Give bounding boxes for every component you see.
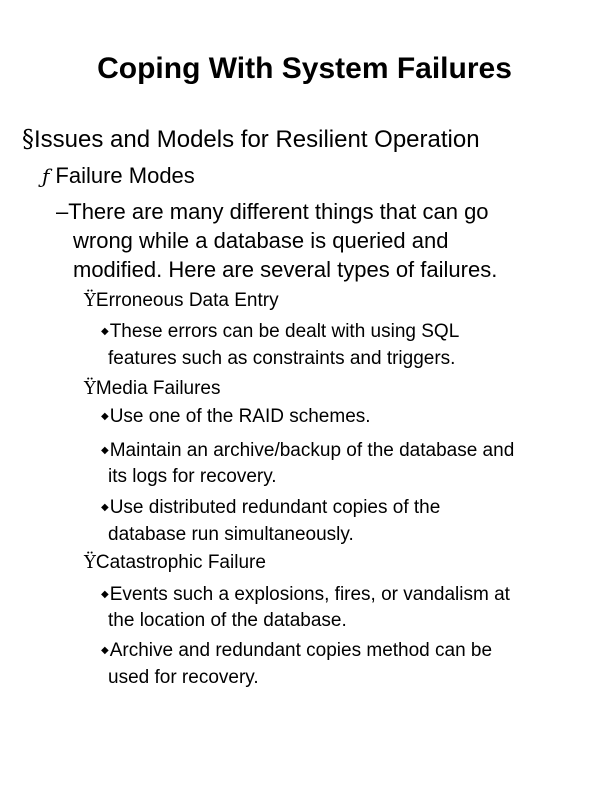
level3-line-2: wrong while a database is queried and <box>73 228 449 253</box>
list-item <box>101 581 510 609</box>
list-item-line: Use distributed redundant copies of the <box>109 497 441 518</box>
list-item-line: Maintain an archive/backup of the database and <box>109 440 515 461</box>
y-bullet-icon: Ÿ <box>84 378 96 399</box>
list-item-line: used for recovery. <box>108 667 259 688</box>
list-item <box>101 437 514 465</box>
dash-bullet-icon: – <box>56 199 69 224</box>
level1-bullet-point <box>22 124 480 155</box>
list-item-line: features such as constraints and triggers. <box>108 348 456 369</box>
slide-title: Coping With System Failures <box>97 52 512 85</box>
level2-text: Failure Modes <box>55 163 195 188</box>
list-item-line: Archive and redundant copies method can be <box>109 640 493 661</box>
list-item-line: Events such a explosions, fires, or vandalism at <box>109 584 510 605</box>
list-item-line: database run simultaneously. <box>108 524 354 545</box>
list-item <box>101 318 459 346</box>
list-item-line: These errors can be dealt with using SQL <box>109 321 460 342</box>
level2-bullet-point <box>42 162 195 190</box>
diamond-bullet-icon: ◆ <box>101 411 109 422</box>
section-bullet-icon: § <box>22 125 34 153</box>
group-heading-erroneous-data-entry <box>84 289 279 313</box>
level3-line-1: There are many different things that can go <box>68 199 489 224</box>
level3-bullet-point <box>56 197 489 227</box>
list-item <box>101 637 492 665</box>
group-heading-text: Erroneous Data Entry <box>95 290 279 311</box>
list-item <box>101 403 371 431</box>
level1-text: Issues and Models for Resilient Operation <box>34 126 480 153</box>
list-item-line: Use one of the RAID schemes. <box>109 406 371 427</box>
y-bullet-icon: Ÿ <box>84 552 96 573</box>
group-heading-text: Media Failures <box>95 378 221 399</box>
list-item-line: its logs for recovery. <box>108 466 277 487</box>
diamond-bullet-icon: ◆ <box>101 645 109 656</box>
diamond-bullet-icon: ◆ <box>101 502 109 513</box>
diamond-bullet-icon: ◆ <box>101 445 109 456</box>
group-heading-media-failures <box>84 377 221 401</box>
florin-bullet-icon: ƒ <box>42 164 50 188</box>
list-item <box>101 494 440 522</box>
list-item-line: the location of the database. <box>108 610 347 631</box>
group-heading-catastrophic-failure <box>84 551 266 575</box>
y-bullet-icon: Ÿ <box>84 290 96 311</box>
level3-line-3: modified. Here are several types of failures. <box>73 257 498 282</box>
diamond-bullet-icon: ◆ <box>101 589 109 600</box>
diamond-bullet-icon: ◆ <box>101 326 109 337</box>
group-heading-text: Catastrophic Failure <box>95 552 266 573</box>
